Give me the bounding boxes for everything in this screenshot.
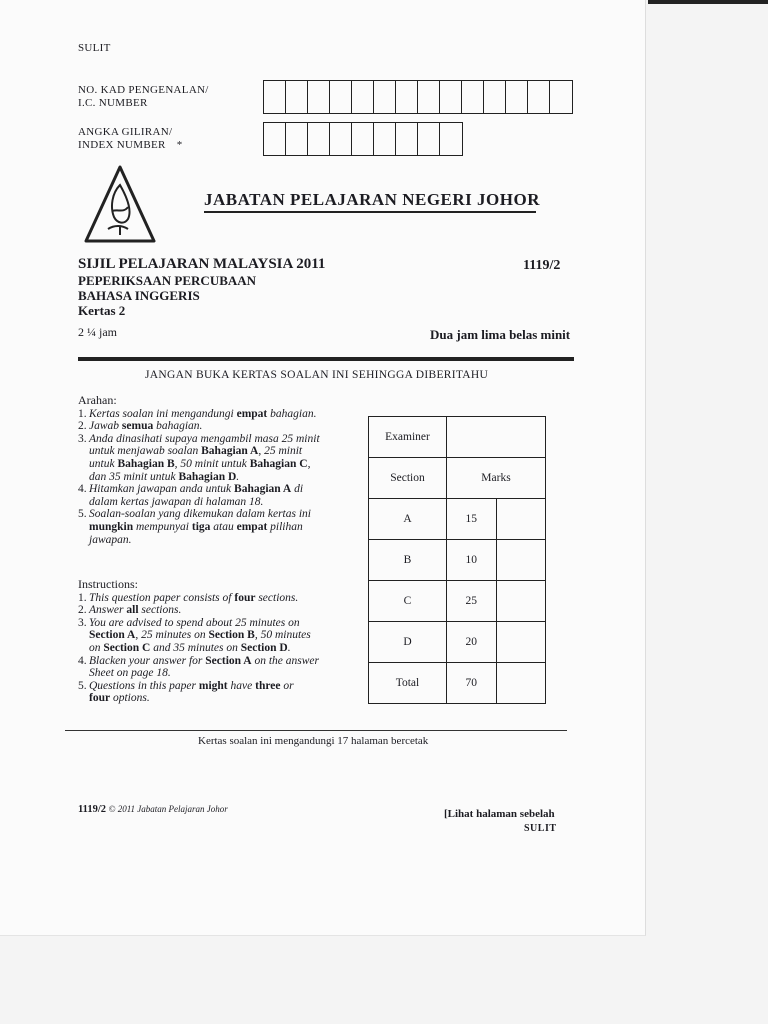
warning-text: JANGAN BUKA KERTAS SOALAN INI SEHINGGA DIBERITAHU bbox=[145, 369, 489, 381]
instruction-item-text: Blacken your answer for Section A on the answer Sheet on page 18. bbox=[89, 654, 319, 680]
total-label: Total bbox=[369, 663, 447, 704]
title-underline bbox=[204, 211, 536, 213]
arahan-item-number: 2. bbox=[78, 420, 87, 433]
exam-code: 1119/2 bbox=[523, 258, 561, 273]
instruction-item bbox=[78, 592, 359, 605]
footer-code: 1119/2 © 2011 Jabatan Pelajaran Johor bbox=[78, 804, 228, 815]
organization-title: JABATAN PELAJARAN NEGERI JOHOR bbox=[204, 190, 540, 209]
section-header: Section bbox=[369, 458, 447, 499]
instruction-item-number: 4. bbox=[78, 654, 87, 667]
arahan-item-text: Kertas soalan ini mengandungi empat bahagian. bbox=[89, 407, 317, 420]
instruction-item-text: Answer all sections. bbox=[89, 604, 182, 617]
duration-short: 2 ¼ jam bbox=[78, 325, 117, 339]
arahan-item bbox=[78, 508, 359, 546]
duration-long: Dua jam lima belas minit bbox=[430, 327, 571, 342]
section-letter: D bbox=[369, 622, 447, 663]
arahan-item-number: 1. bbox=[78, 407, 87, 420]
arahan-item bbox=[78, 420, 359, 433]
scan-edge bbox=[648, 0, 768, 4]
section-score-field[interactable] bbox=[496, 499, 546, 540]
section-score-field[interactable] bbox=[496, 581, 546, 622]
marks-row bbox=[369, 622, 546, 663]
section-max-marks: 15 bbox=[447, 499, 497, 540]
marks-header: Marks bbox=[447, 458, 546, 499]
instructions-list bbox=[78, 578, 359, 705]
instruction-item-number: 2. bbox=[78, 604, 87, 617]
marks-row bbox=[369, 540, 546, 581]
examiner-field[interactable] bbox=[447, 417, 546, 458]
page-count-note: Kertas soalan ini mengandungi 17 halaman bercetak bbox=[198, 735, 429, 747]
footer-sulit: SULIT bbox=[524, 823, 557, 834]
instruction-item-number: 3. bbox=[78, 616, 87, 629]
exam-type: PEPERIKSAAN PERCUBAAN bbox=[78, 273, 257, 288]
section-max-marks: 25 bbox=[447, 581, 497, 622]
arahan-item-number: 3. bbox=[78, 432, 87, 445]
index-asterisk: * bbox=[176, 139, 183, 151]
exam-subject: BAHASA INGGERIS bbox=[78, 288, 200, 303]
arahan-heading: Arahan: bbox=[78, 393, 117, 407]
arahan-item bbox=[78, 483, 359, 508]
sulit-label: SULIT bbox=[78, 42, 111, 54]
arahan-item-text: Jawab semua bahagian. bbox=[89, 420, 203, 433]
instruction-item-text: This question paper consists of four sections. bbox=[89, 591, 299, 604]
ic-number-label: NO. KAD PENGENALAN/ I.C. NUMBER bbox=[78, 84, 209, 109]
index-number-label: ANGKA GILIRAN/ INDEX NUMBER * bbox=[78, 126, 183, 151]
section-letter: B bbox=[369, 540, 447, 581]
instruction-item-number: 5. bbox=[78, 679, 87, 692]
section-score-field[interactable] bbox=[496, 540, 546, 581]
marks-row bbox=[369, 499, 546, 540]
section-letter: C bbox=[369, 581, 447, 622]
section-letter: A bbox=[369, 499, 447, 540]
instruction-item bbox=[78, 680, 359, 705]
instruction-item bbox=[78, 655, 359, 680]
instruction-item-text: Questions in this paper might have three or four options. bbox=[89, 679, 294, 705]
marks-row bbox=[369, 581, 546, 622]
arahan-item-text: Hitamkan jawapan anda untuk Bahagian A di dalam kertas jawapan di halaman 18. bbox=[89, 483, 304, 508]
divider-thin bbox=[65, 730, 567, 731]
instruction-item bbox=[78, 617, 359, 655]
arahan-list bbox=[78, 394, 359, 546]
arahan-item-number: 4. bbox=[78, 483, 87, 496]
arahan-item bbox=[78, 433, 359, 483]
arahan-item-text: Anda dinasihati supaya mengambil masa 25 minit untuk menjawab soalan Bahagian A, 25 minit untuk Bahagian B, 50 minit untuk Bahagian C, dan 35 minit untuk Bahagian D. bbox=[89, 432, 320, 483]
exam-name: SIJIL PELAJARAN MALAYSIA 2011 bbox=[78, 256, 326, 272]
instruction-item bbox=[78, 604, 359, 617]
ic-number-boxes[interactable] bbox=[263, 80, 573, 114]
instruction-item-number: 1. bbox=[78, 591, 87, 604]
total-score-field[interactable] bbox=[496, 663, 546, 704]
johor-education-logo-icon bbox=[82, 163, 158, 247]
examiner-label: Examiner bbox=[369, 417, 447, 458]
arahan-item-text: Soalan-soalan yang dikemukan dalam kertas ini mungkin mempunyai tiga atau empat pilihan jawapan. bbox=[89, 508, 311, 546]
arahan-item bbox=[78, 408, 359, 421]
section-max-marks: 10 bbox=[447, 540, 497, 581]
total-marks: 70 bbox=[447, 663, 497, 704]
index-number-boxes[interactable] bbox=[263, 122, 463, 156]
instruction-item-text: You are advised to spend about 25 minutes on Section A, 25 minutes on Section B, 50 minutes on Section C and 35 minutes on Section D. bbox=[89, 616, 311, 654]
divider-thick bbox=[78, 357, 574, 361]
marks-table bbox=[368, 416, 546, 704]
next-page-note: [Lihat halaman sebelah bbox=[444, 808, 555, 820]
section-score-field[interactable] bbox=[496, 622, 546, 663]
instructions-heading: Instructions: bbox=[78, 577, 138, 591]
section-max-marks: 20 bbox=[447, 622, 497, 663]
exam-paper: Kertas 2 bbox=[78, 303, 126, 318]
arahan-item-number: 5. bbox=[78, 508, 87, 521]
